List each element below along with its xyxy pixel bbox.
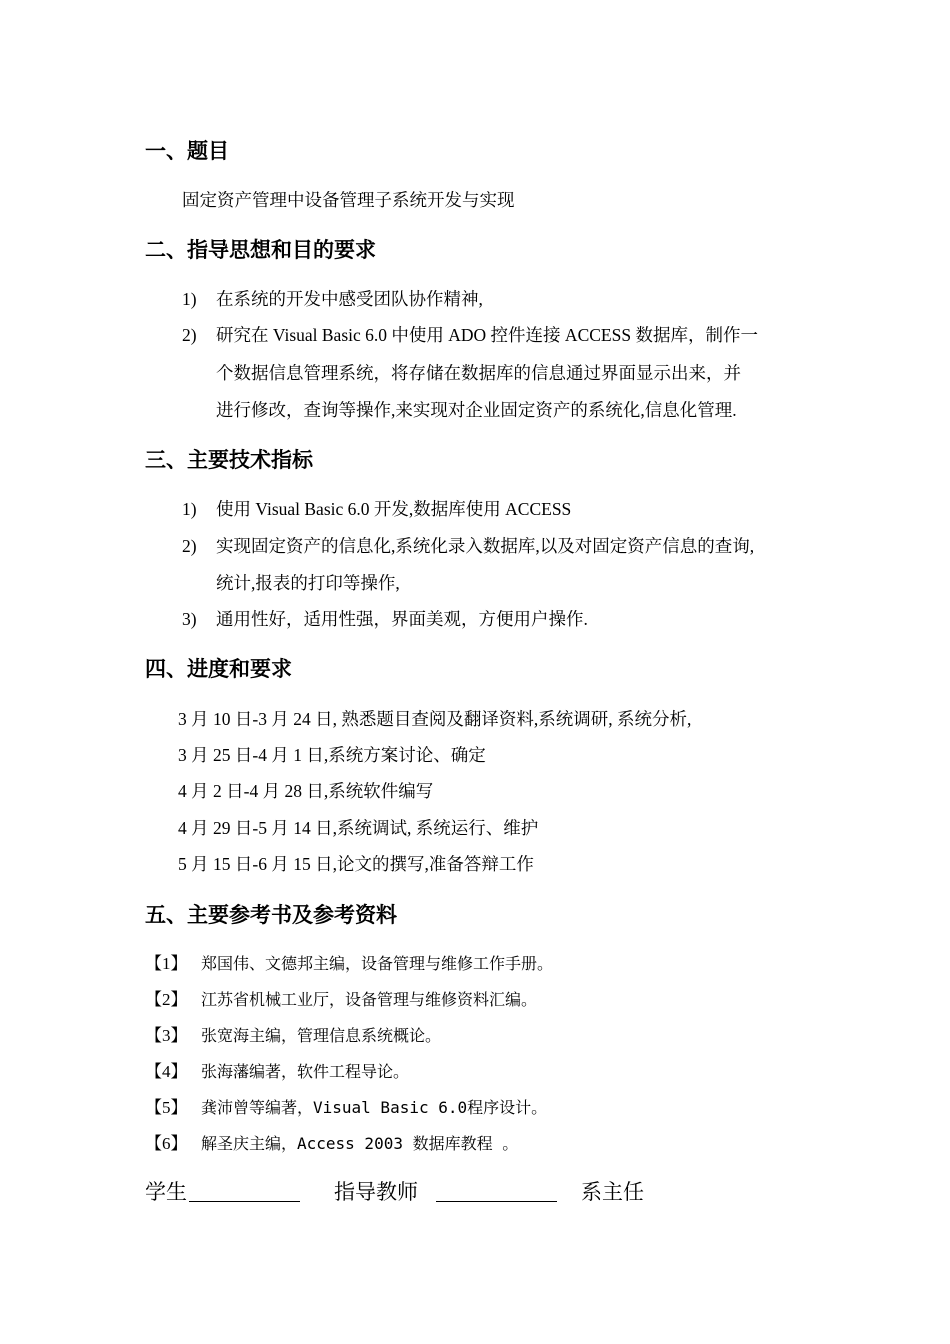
- reference-number: 【3】: [145, 1026, 188, 1045]
- schedule-item: 3 月 25 日-4 月 1 日,系统方案讨论、确定: [178, 745, 486, 765]
- reference-number: 【4】: [145, 1062, 188, 1081]
- list-item-number: 3): [182, 609, 197, 629]
- reference-text: 张宽海主编，管理信息系统概论。: [201, 1026, 442, 1045]
- section-heading-tech-specs: 三、主要技术指标: [145, 448, 313, 472]
- list-item-text: 实现固定资产的信息化,系统化录入数据库,以及对固定资产信息的查询,: [216, 536, 755, 556]
- schedule-item: 4 月 2 日-4 月 28 日,系统软件编写: [178, 781, 434, 801]
- advisor-label: 指导教师: [334, 1180, 418, 1204]
- reference-text: 江苏省机械工业厅，设备管理与维修资料汇编。: [201, 990, 538, 1009]
- list-item-number: 1): [182, 289, 197, 309]
- section-heading-guidance: 二、指导思想和目的要求: [145, 238, 376, 262]
- reference-text: 龚沛曾等编著，Visual Basic 6.0程序设计。: [201, 1098, 548, 1117]
- list-item-number: 2): [182, 536, 197, 556]
- reference-text: 解圣庆主编，Access 2003 数据库教程 。: [201, 1134, 519, 1153]
- list-item-number: 1): [182, 499, 197, 519]
- list-item-number: 2): [182, 325, 197, 345]
- list-item-text: 统计,报表的打印等操作,: [216, 573, 400, 593]
- list-item-text: 使用 Visual Basic 6.0 开发,数据库使用 ACCESS: [216, 499, 572, 519]
- reference-number: 【1】: [145, 954, 188, 973]
- section-heading-topic: 一、题目: [145, 139, 229, 163]
- list-item-text: 通用性好，适用性强，界面美观，方便用户操作.: [216, 609, 588, 629]
- dean-label: 系主任: [581, 1180, 644, 1204]
- student-signature-line[interactable]: [189, 1201, 300, 1202]
- list-item-text: 进行修改，查询等操作,来实现对企业固定资产的系统化,信息化管理.: [216, 400, 737, 420]
- topic-text: 固定资产管理中设备管理子系统开发与实现: [182, 190, 515, 210]
- reference-text: 张海藩编著，软件工程导论。: [201, 1062, 410, 1081]
- list-item-text: 研究在 Visual Basic 6.0 中使用 ADO 控件连接 ACCESS 数据库，制作一: [216, 325, 758, 345]
- reference-number: 【6】: [145, 1134, 188, 1153]
- advisor-signature-line[interactable]: [436, 1201, 557, 1202]
- reference-number: 【5】: [145, 1098, 188, 1117]
- reference-text: 郑国伟、文德邦主编，设备管理与维修工作手册。: [201, 954, 554, 973]
- reference-number: 【2】: [145, 990, 188, 1009]
- list-item-text: 个数据信息管理系统，将存储在数据库的信息通过界面显示出来，并: [216, 363, 741, 383]
- schedule-item: 4 月 29 日-5 月 14 日,系统调试, 系统运行、维护: [178, 818, 539, 838]
- list-item-text: 在系统的开发中感受团队协作精神,: [216, 289, 483, 309]
- section-heading-references: 五、主要参考书及参考资料: [145, 903, 397, 927]
- student-label: 学生: [145, 1180, 187, 1204]
- section-heading-schedule: 四、进度和要求: [145, 657, 292, 681]
- schedule-item: 3 月 10 日-3 月 24 日, 熟悉题目查阅及翻译资料,系统调研, 系统分析,: [178, 709, 692, 729]
- schedule-item: 5 月 15 日-6 月 15 日,论文的撰写,准备答辩工作: [178, 854, 534, 874]
